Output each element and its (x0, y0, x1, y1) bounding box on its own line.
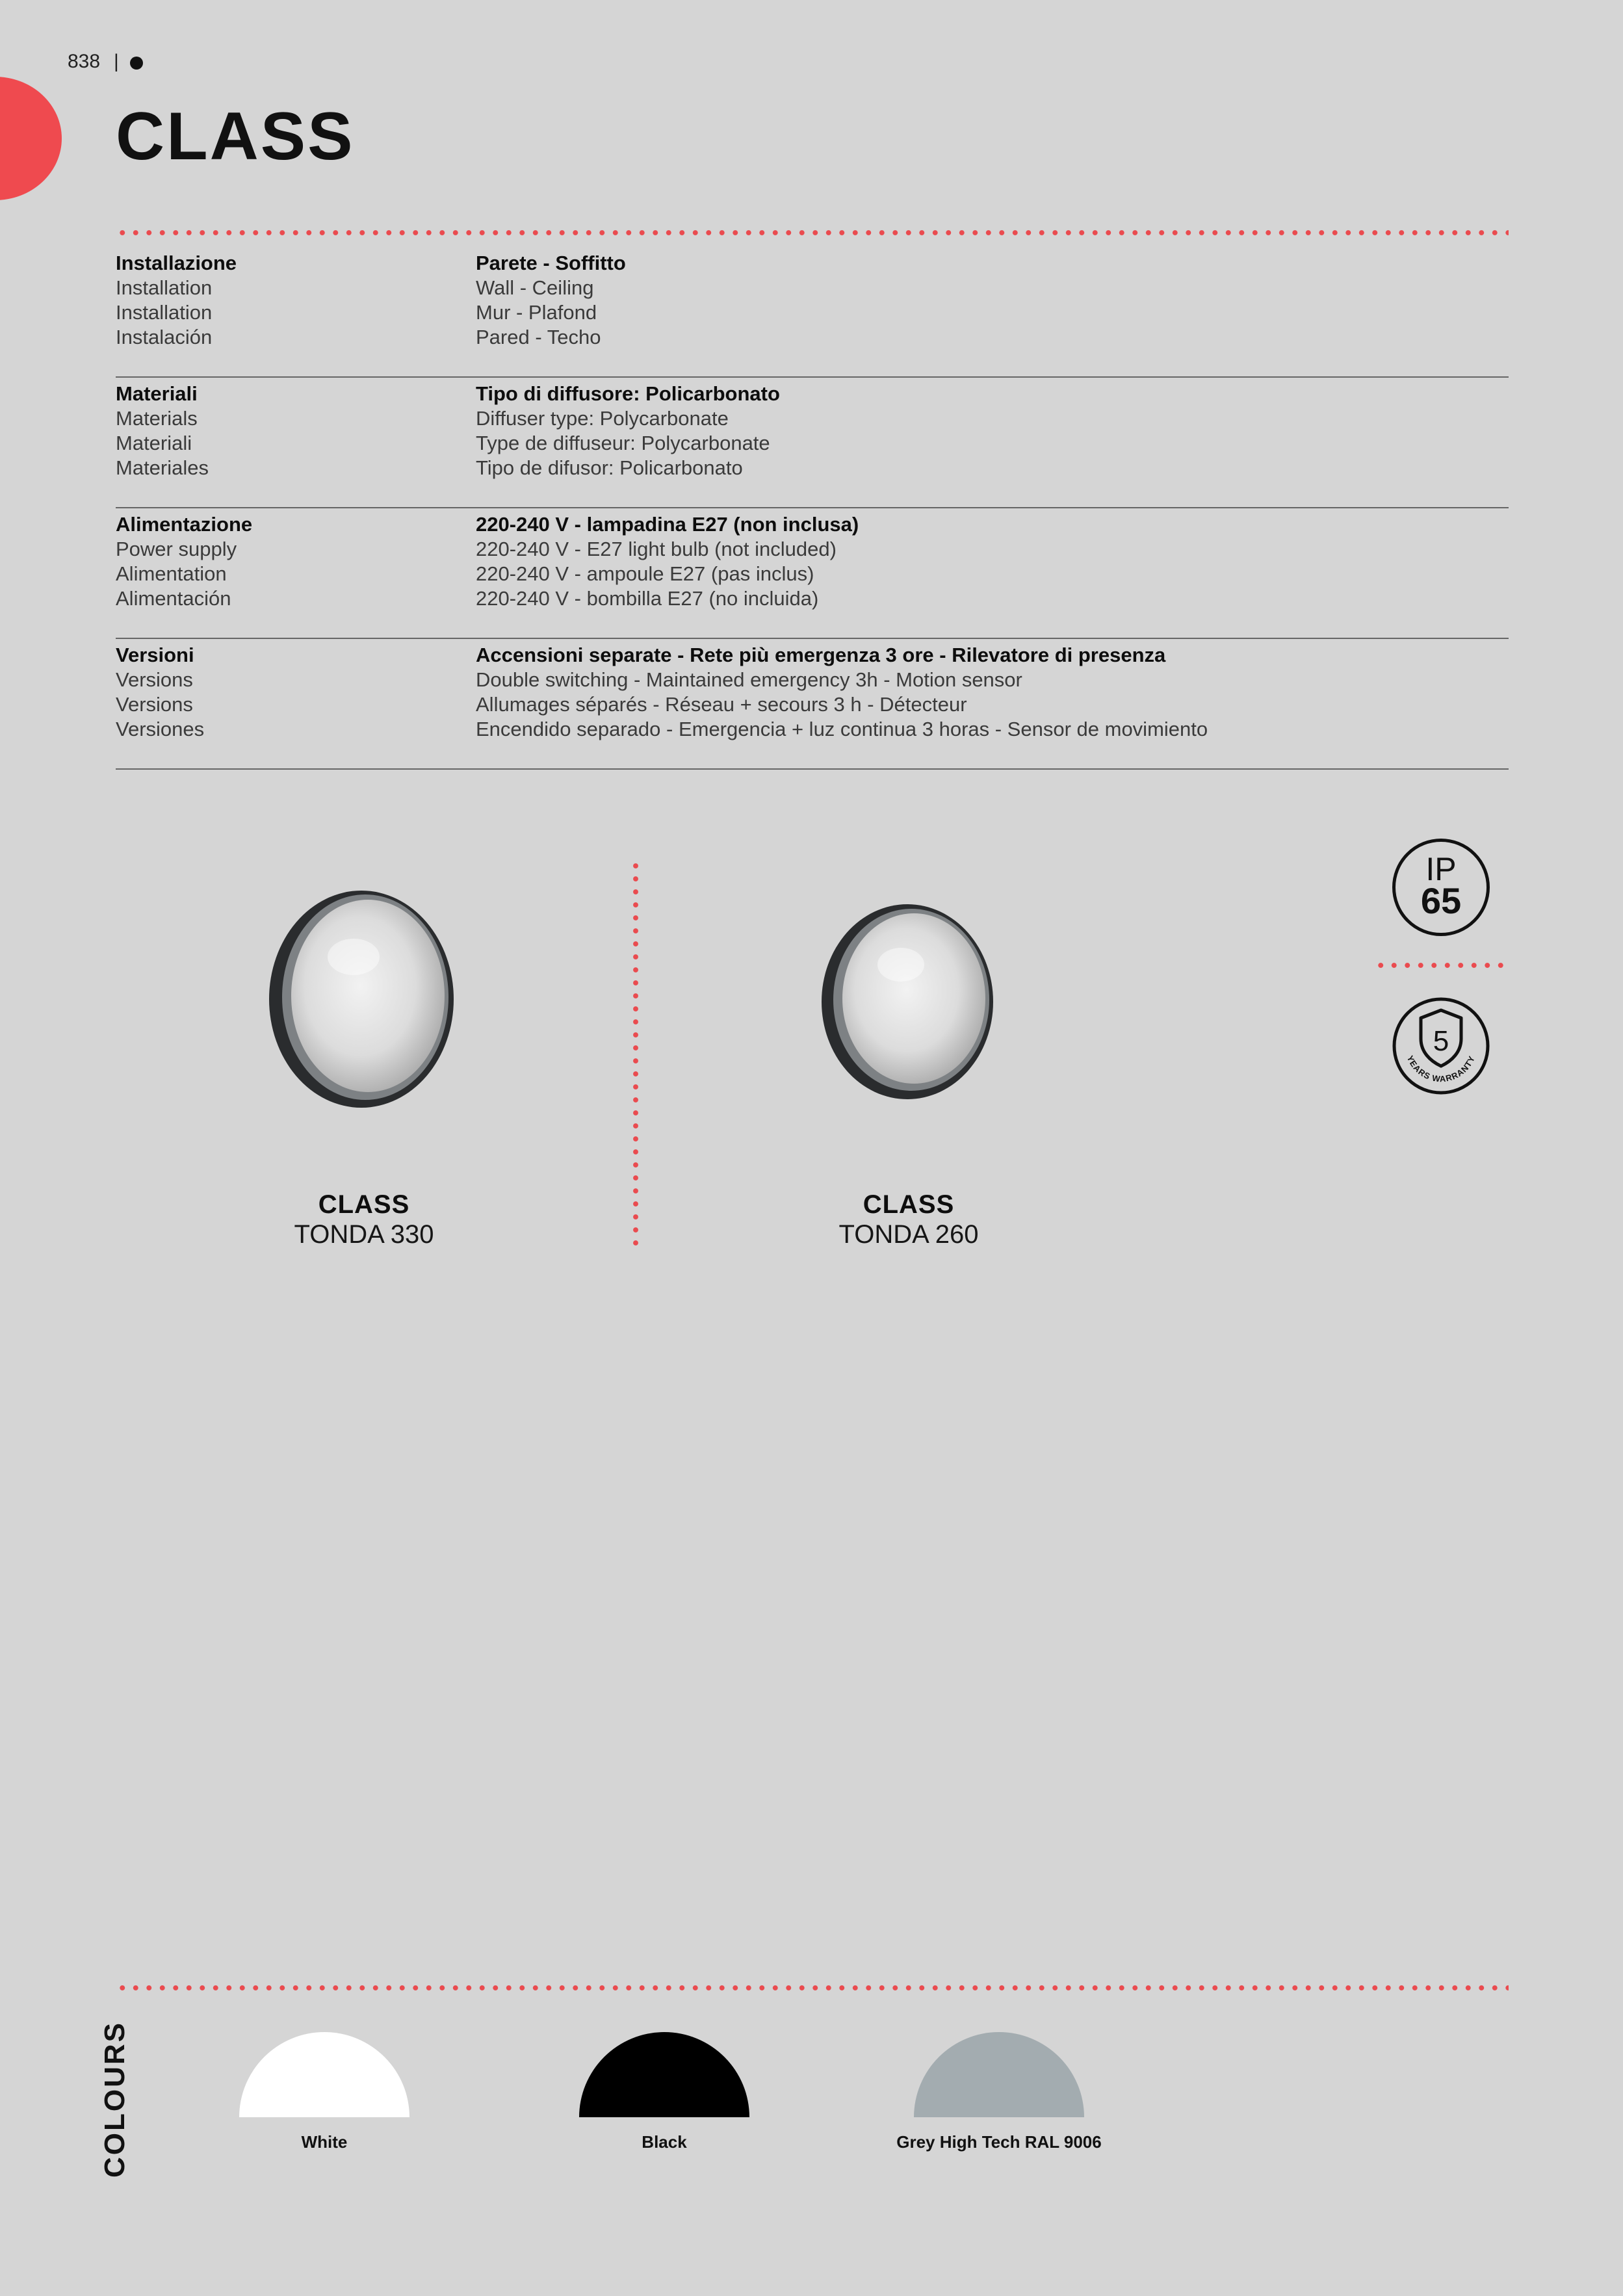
bullet-dot-icon (130, 57, 143, 70)
colour-swatch-black (579, 2032, 749, 2117)
colour-label-black: Black (642, 2132, 687, 2152)
spec-row-versions (116, 639, 1509, 770)
colour-swatch-white (239, 2032, 409, 2117)
page-number: 838 (68, 51, 101, 72)
product-image-tonda-260 (816, 901, 1002, 1102)
spec-row-installation (116, 247, 1509, 378)
colour-label-grey-high-tech: Grey High Tech RAL 9006 (896, 2132, 1102, 2152)
red-accent-circle (0, 77, 62, 200)
product-caption-tonda-260: CLASS TONDA 260 (838, 1190, 979, 1249)
product-image-tonda-330 (263, 885, 464, 1113)
ip65-badge-icon: IP 65 (1392, 839, 1490, 936)
page-separator: | (114, 51, 119, 72)
colour-label-white: White (301, 2132, 348, 2152)
dotted-divider-colours (116, 1985, 1509, 1990)
svg-text:5: 5 (1433, 1025, 1449, 1057)
colours-heading: COLOURS (99, 2021, 131, 2178)
spec-row-materials (116, 378, 1509, 508)
warranty-5-years-badge-icon (1391, 996, 1491, 1096)
spec-label: Alimentazione Power supply Alimentation Alimentación (116, 513, 253, 610)
dotted-divider-vertical (633, 859, 638, 1246)
spec-label: Installazione Installation Installation Instalación (116, 252, 237, 348)
spec-label: Versioni Versions Versions Versiones (116, 644, 205, 740)
spec-value: 220-240 V - lampadina E27 (non inclusa) 220-240 V - E27 light bulb (not included) 220-240 V - ampoule E27 (pas inclus) 220-240 V - bombilla E27 (no incluida) (476, 513, 859, 610)
product-caption-tonda-330: CLASS TONDA 330 (294, 1190, 434, 1249)
dotted-divider-top (116, 230, 1509, 235)
dotted-divider-badges (1374, 963, 1508, 968)
spec-value: Parete - Soffitto Wall - Ceiling Mur - Plafond Pared - Techo (476, 252, 626, 348)
spec-value: Tipo di diffusore: Policarbonato Diffuser type: Polycarbonate Type de diffuseur: Polycarbonate Tipo de difusor: Policarbonato (476, 382, 780, 479)
spec-table (116, 247, 1509, 770)
page-title: CLASS (116, 99, 355, 174)
colour-swatch-grey-high-tech (914, 2032, 1084, 2117)
spec-row-power-supply (116, 508, 1509, 639)
spec-value: Accensioni separate - Rete più emergenza 3 ore - Rilevatore di presenza Double switching - Maintained emergency 3h - Motion sensor Allumages séparés - Réseau + secours 3 h - Détecteur Encendido separado - Emergencia + luz continua 3 horas - Sensor de movimiento (476, 644, 1208, 740)
spec-label: Materiali Materials Materiali Materiales (116, 382, 209, 479)
svg-text:YEARS WARRANTY: YEARS WARRANTY (1405, 1054, 1477, 1084)
